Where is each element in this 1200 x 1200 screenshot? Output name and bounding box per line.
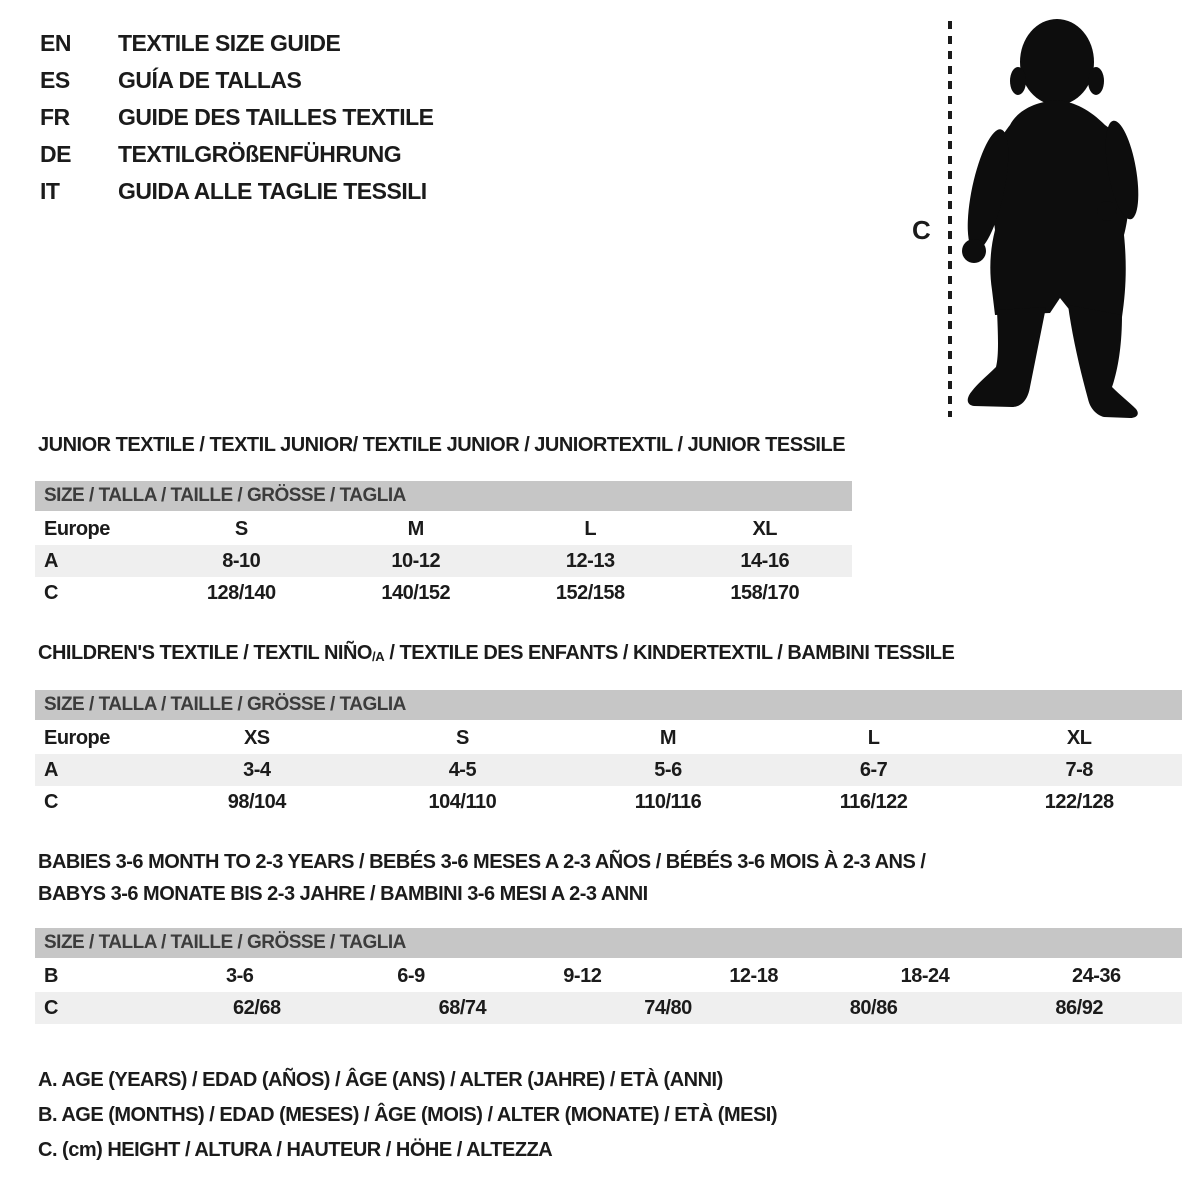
value-cell: 7-8 <box>1065 759 1093 781</box>
language-title: GUÍA DE TALLAS <box>118 67 302 93</box>
size-column-header: XS <box>243 727 270 749</box>
value-cell: 98/104 <box>227 791 286 813</box>
region-header-cell: Europe <box>44 727 110 749</box>
value-cell: 6-7 <box>859 759 888 781</box>
size-column-header: M <box>407 518 424 540</box>
baby-silhouette-icon <box>900 15 1160 425</box>
babies-title-line1: BABIES 3-6 MONTH TO 2-3 YEARS / BEBÉS 3-6 MESES A 2-3 AÑOS / BÉBÉS 3-6 MOIS À 2-3 ANS / <box>38 851 926 873</box>
children-title-suffix: /A <box>371 649 385 664</box>
language-title: TEXTILGRÖßENFÜHRUNG <box>118 141 402 167</box>
babies-size-table <box>35 928 1182 1024</box>
language-title: GUIDA ALLE TAGLIE TESSILI <box>118 178 427 204</box>
size-column-header: S <box>234 518 248 540</box>
language-code: IT <box>40 178 60 204</box>
junior-size-table <box>35 481 852 609</box>
size-column-header: L <box>584 518 597 540</box>
value-cell: 152/158 <box>555 582 625 604</box>
row-label-cell: C <box>44 997 58 1019</box>
value-cell: 68/74 <box>438 997 487 1019</box>
value-cell: 18-24 <box>900 965 950 987</box>
value-cell: 24-36 <box>1071 965 1121 987</box>
value-cell: 5-6 <box>654 759 682 781</box>
region-header-cell: Europe <box>44 518 110 540</box>
language-row-es <box>40 62 434 99</box>
language-row-fr <box>40 99 434 136</box>
children-size-table <box>35 690 1182 818</box>
table-row <box>35 992 1182 1024</box>
babies-title-line2: BABYS 3-6 MONATE BIS 2-3 JAHRE / BAMBINI 3-6 MESI A 2-3 ANNI <box>38 883 648 905</box>
children-section-title <box>38 641 954 669</box>
table-row <box>35 545 852 577</box>
value-cell: 12-13 <box>565 550 615 572</box>
value-cell: 12-18 <box>729 965 778 987</box>
legend-line-c: C. (cm) HEIGHT / ALTURA / HAUTEUR / HÖHE / ALTEZZA <box>38 1139 553 1161</box>
size-column-header: S <box>455 727 469 749</box>
language-list <box>40 25 434 210</box>
table-row <box>35 577 852 609</box>
language-row-it <box>40 173 434 210</box>
size-header-bar: SIZE / TALLA / TAILLE / GRÖSSE / TAGLIA <box>35 690 1182 720</box>
language-title: GUIDE DES TAILLES TEXTILE <box>118 104 434 130</box>
size-header-bar: SIZE / TALLA / TAILLE / GRÖSSE / TAGLIA <box>35 481 852 511</box>
value-cell: 4-5 <box>448 759 477 781</box>
value-cell: 6-9 <box>397 965 425 987</box>
legend-line-a: A. AGE (YEARS) / EDAD (AÑOS) / ÂGE (ANS) / ALTER (JAHRE) / ETÀ (ANNI) <box>38 1069 723 1091</box>
value-cell: 104/110 <box>428 791 497 813</box>
baby-silhouette <box>959 19 1144 418</box>
row-label-cell: C <box>44 582 58 604</box>
value-cell: 3-4 <box>243 759 271 781</box>
language-code: DE <box>40 141 71 167</box>
value-cell: 122/128 <box>1044 791 1114 813</box>
table-row <box>35 960 1182 992</box>
value-cell: 8-10 <box>222 550 261 572</box>
legend-line-b: B. AGE (MONTHS) / EDAD (MESES) / ÂGE (MOIS) / ALTER (MONATE) / ETÀ (MESI) <box>38 1104 778 1126</box>
value-cell: 62/68 <box>233 997 281 1019</box>
legend <box>38 1063 777 1168</box>
children-title-main: CHILDREN'S TEXTILE / TEXTIL NIÑO <box>38 642 372 664</box>
language-title: TEXTILE SIZE GUIDE <box>118 30 341 56</box>
value-cell: 116/122 <box>839 791 908 813</box>
babies-section-title <box>38 846 925 910</box>
value-cell: 140/152 <box>381 582 451 604</box>
value-cell: 9-12 <box>563 965 602 987</box>
table-row <box>35 786 1182 818</box>
value-cell: 3-6 <box>225 965 254 987</box>
language-row-en <box>40 25 434 62</box>
size-column-header: L <box>867 727 880 749</box>
children-title-rest: / TEXTILE DES ENFANTS / KINDERTEXTIL / BAMBINI TESSILE <box>384 642 955 664</box>
junior-section-title: JUNIOR TEXTILE / TEXTIL JUNIOR/ TEXTILE JUNIOR / JUNIORTEXTIL / JUNIOR TESSILE <box>38 434 846 456</box>
table-header-row <box>35 513 852 545</box>
value-cell: 110/116 <box>634 791 702 813</box>
size-column-header: XL <box>1066 727 1092 749</box>
table-header-row <box>35 722 1182 754</box>
value-cell: 74/80 <box>644 997 692 1019</box>
row-label-cell: A <box>44 759 58 781</box>
value-cell: 158/170 <box>730 582 800 604</box>
value-cell: 86/92 <box>1055 997 1103 1019</box>
value-cell: 128/140 <box>206 582 276 604</box>
height-measure-label: C <box>912 215 931 245</box>
value-cell: 80/86 <box>849 997 898 1019</box>
language-code: EN <box>40 30 71 56</box>
value-cell: 10-12 <box>391 550 441 572</box>
row-label-cell: B <box>44 965 58 987</box>
table-row <box>35 754 1182 786</box>
value-cell: 14-16 <box>740 550 790 572</box>
language-row-de <box>40 136 434 173</box>
language-code: FR <box>40 104 70 130</box>
size-column-header: M <box>659 727 677 749</box>
row-label-cell: C <box>44 791 58 813</box>
size-column-header: XL <box>752 518 778 540</box>
row-label-cell: A <box>44 550 58 572</box>
language-code: ES <box>40 67 70 93</box>
size-header-bar: SIZE / TALLA / TAILLE / GRÖSSE / TAGLIA <box>35 928 1182 958</box>
